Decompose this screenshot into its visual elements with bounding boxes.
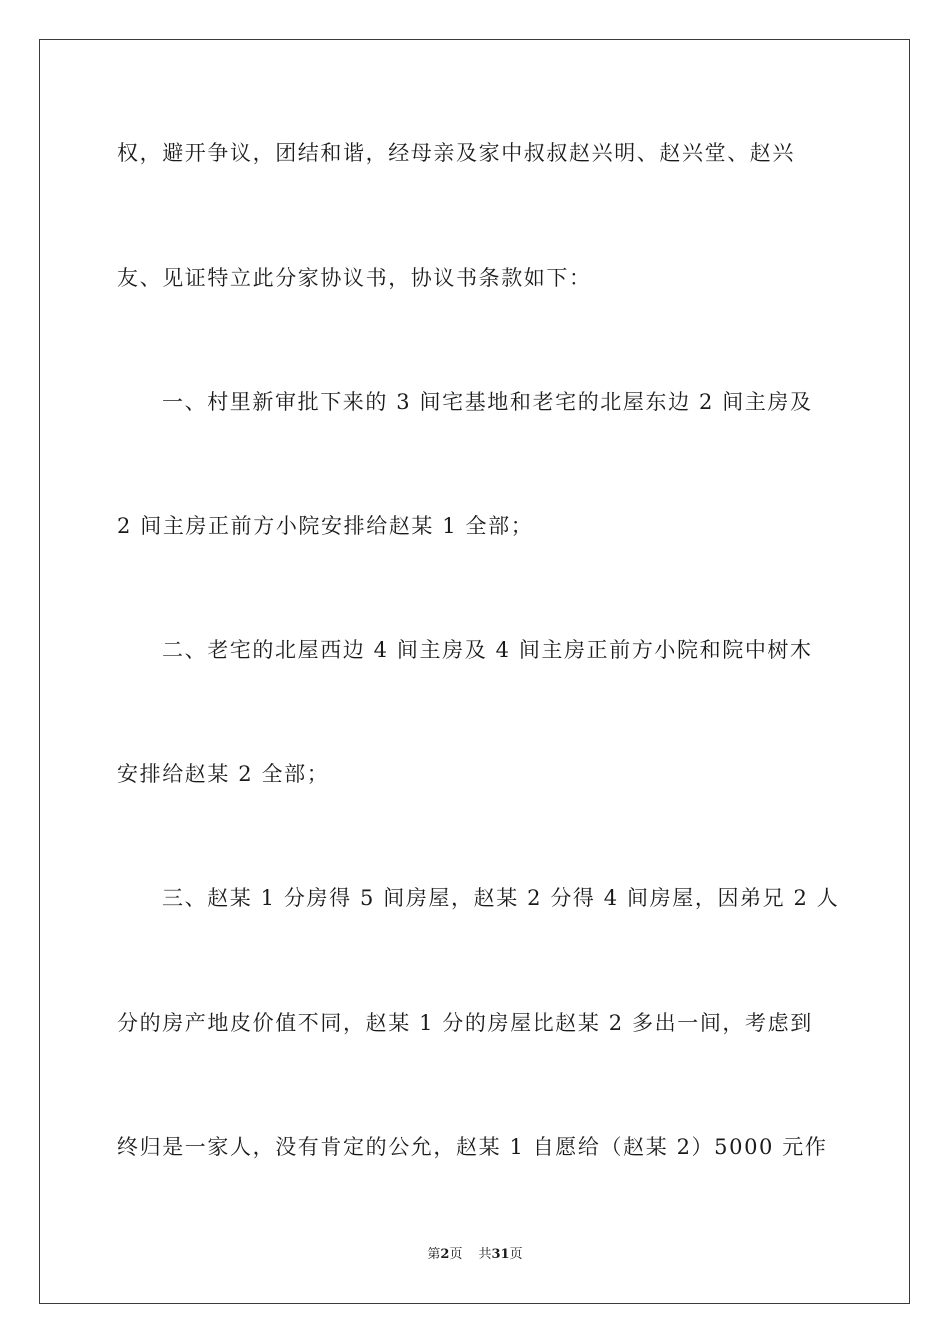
total-suffix: 页 [509,1247,523,1262]
page-number: 2 [440,1247,450,1262]
page-total: 31 [491,1247,510,1262]
text-line-3: 一、村里新审批下来的 3 间宅基地和老宅的北屋东边 2 间主房及 [162,390,813,414]
text-line-5: 二、老宅的北屋西边 4 间主房及 4 间主房正前方小院和院中树木 [162,638,813,662]
page-prefix: 第 [427,1247,441,1262]
text-line-1: 权，避开争议，团结和谐，经母亲及家中叔叔赵兴明、赵兴堂、赵兴 [117,141,795,165]
page-border [39,39,910,1304]
page-suffix: 页 [449,1247,463,1262]
text-line-8: 分的房产地皮价值不同，赵某 1 分的房屋比赵某 2 多出一间，考虑到 [117,1011,813,1035]
text-line-4: 2 间主房正前方小院安排给赵某 1 全部； [117,514,534,538]
text-line-6: 安排给赵某 2 全部； [117,762,330,786]
text-line-7: 三、赵某 1 分房得 5 间房屋，赵某 2 分得 4 间房屋，因弟兄 2 人 [162,886,840,910]
text-line-2: 友、见证特立此分家协议书，协议书条款如下： [117,266,592,290]
text-line-9: 终归是一家人，没有肯定的公允，赵某 1 自愿给（赵某 2）5000 元作 [117,1135,828,1159]
page-footer [0,1246,950,1264]
total-prefix: 共 [478,1247,492,1262]
